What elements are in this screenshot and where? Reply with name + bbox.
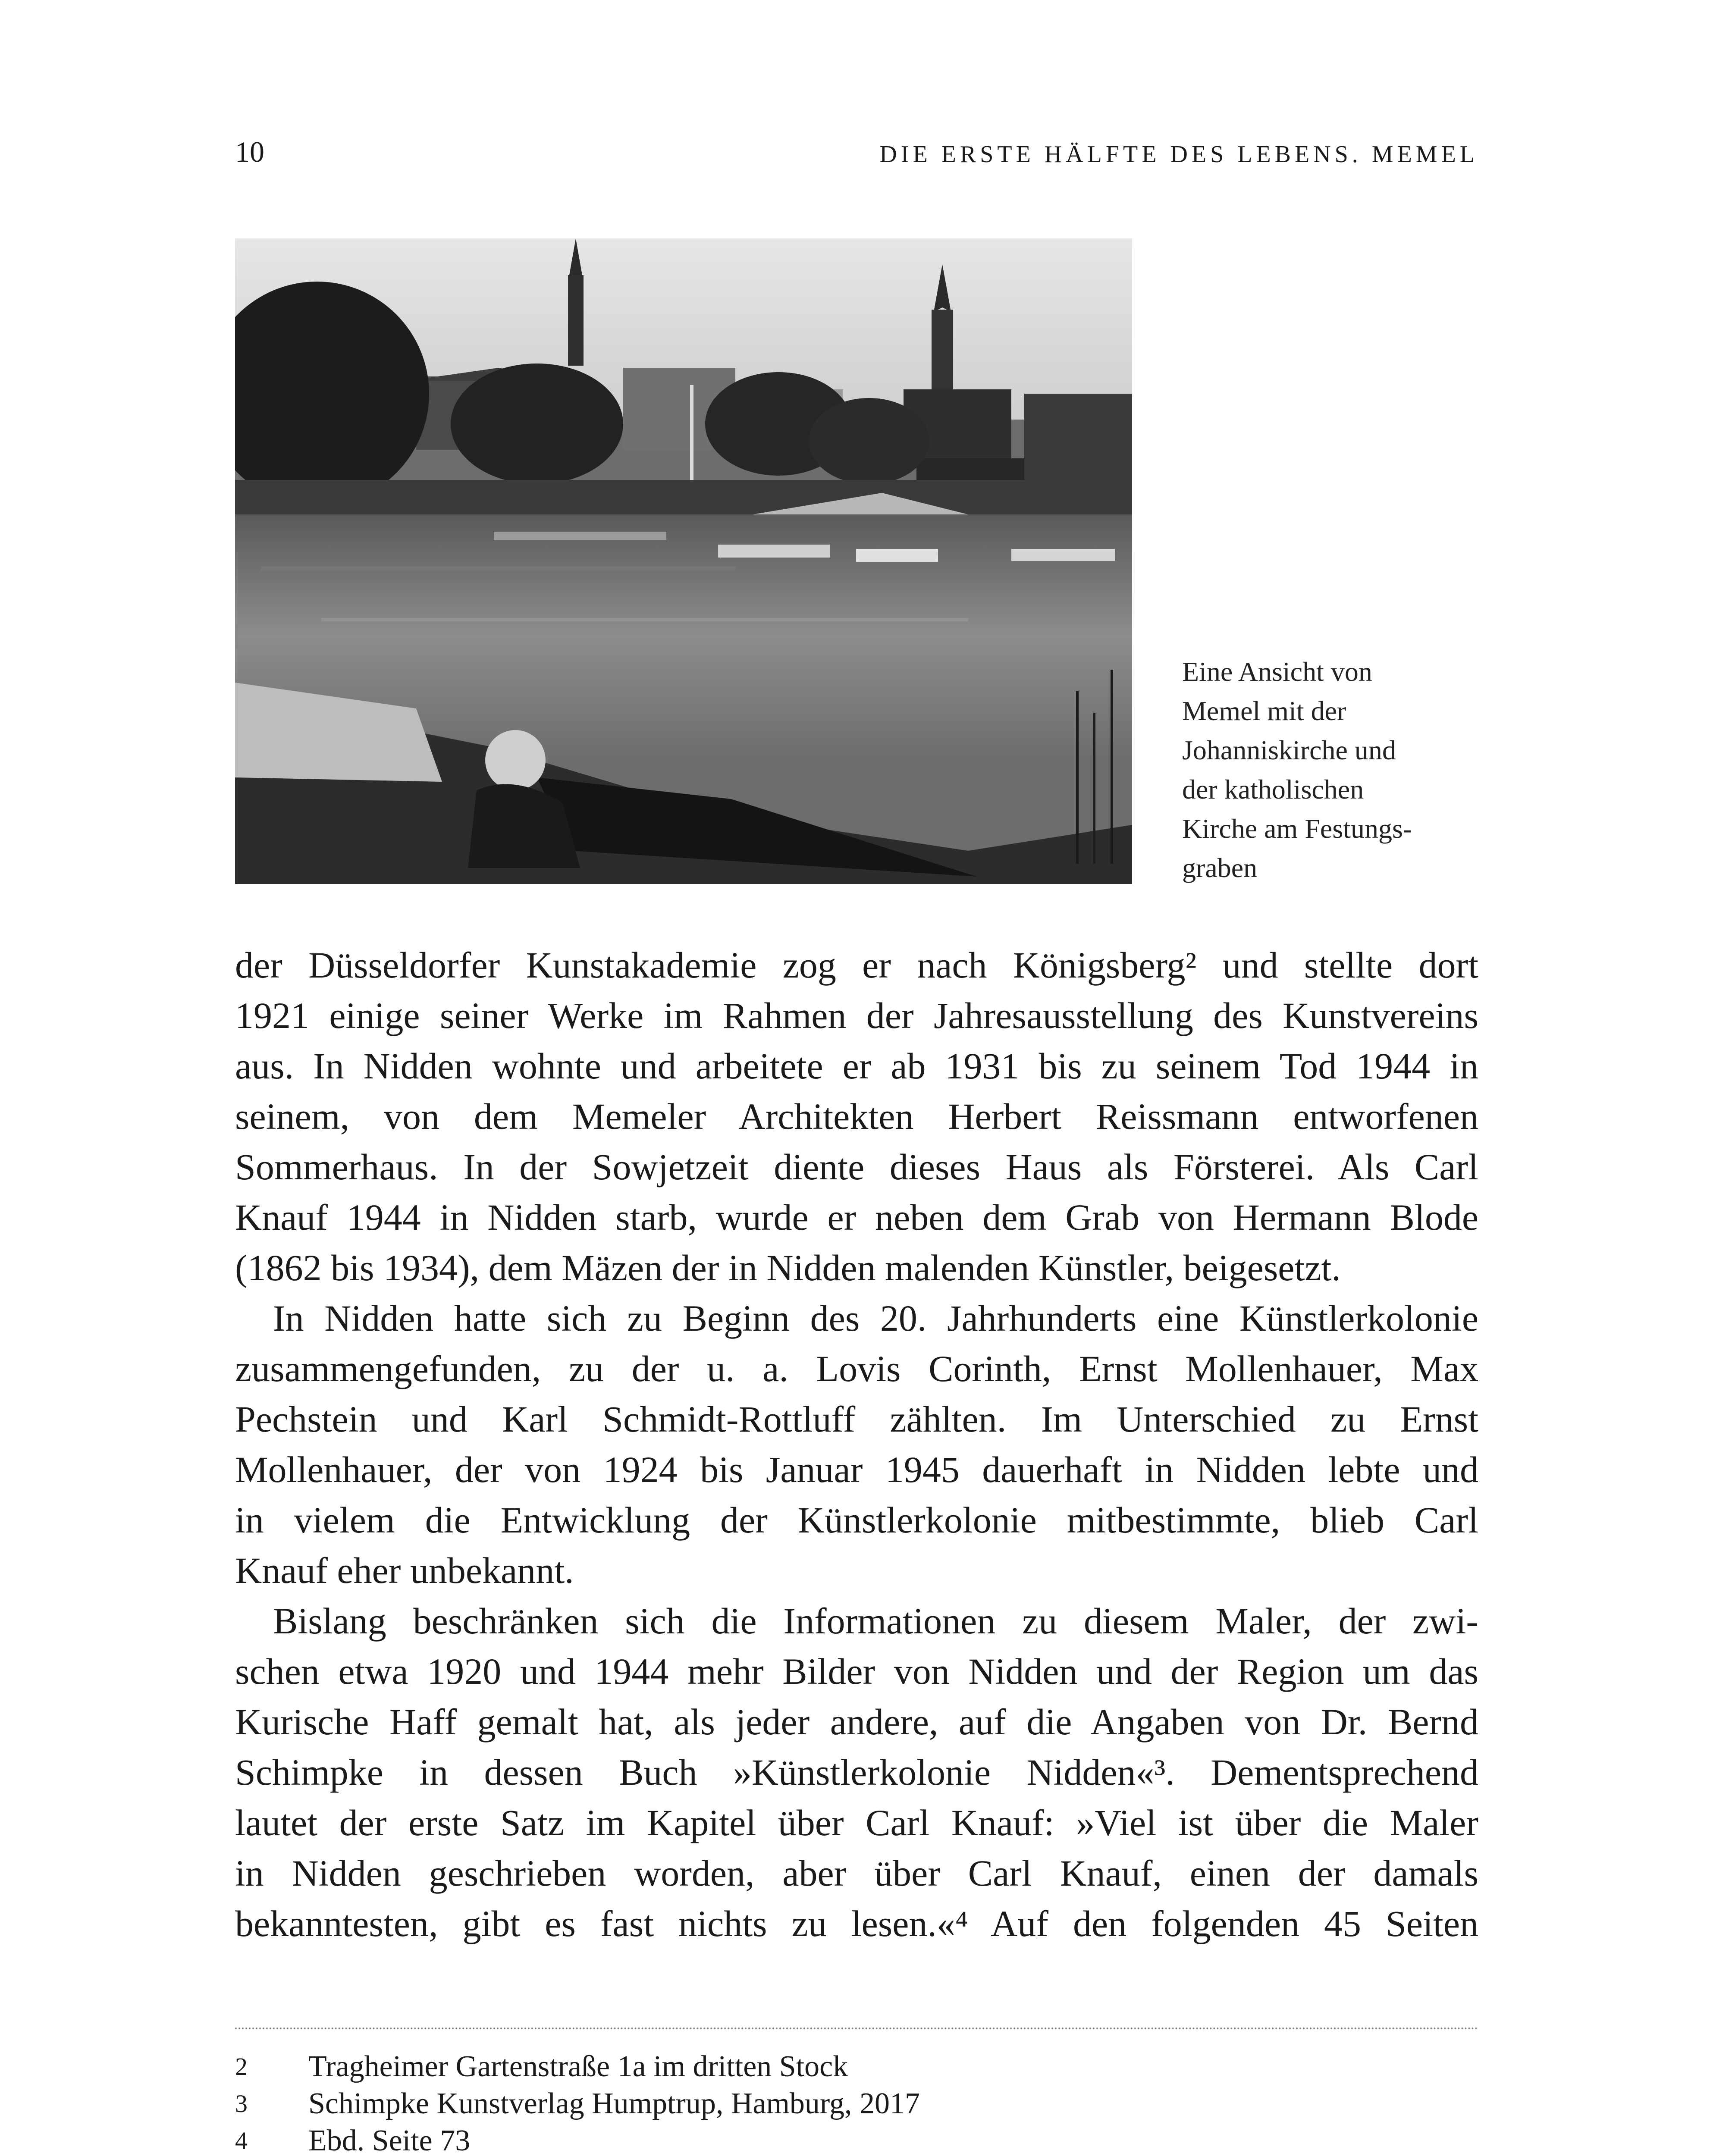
- text-line: schen etwa 1920 und 1944 mehr Bilder von Nidden und der Region um das: [235, 1651, 1478, 1692]
- paragraph: [235, 1293, 1478, 1596]
- text-line: Knauf 1944 in Nidden starb, wurde er neben dem Grab von Hermann Blode: [235, 1197, 1478, 1238]
- footnote-text: Schimpke Kunstverlag Humptrup, Hamburg, 2017: [308, 2087, 920, 2120]
- footnote-number: 3: [235, 2090, 248, 2118]
- footnote: [235, 2048, 1478, 2085]
- caption-line: Johanniskirche und: [1182, 735, 1396, 765]
- footnotes: [235, 2048, 1478, 2156]
- text-line: zusammengefunden, zu der u. a. Lovis Corinth, Ernst Mollenhauer, Max: [235, 1348, 1478, 1389]
- text-line: (1862 bis 1934), dem Mäzen der in Nidden malenden Künstler, beigesetzt.: [235, 1247, 1341, 1288]
- footnote-rule: [235, 2028, 1478, 2029]
- text-line: 1921 einige seiner Werke im Rahmen der Jahresausstellung des Kunstvereins: [235, 995, 1478, 1036]
- caption-line: Kirche am Festungs-: [1182, 813, 1412, 844]
- text-line: bekanntesten, gibt es fast nichts zu lesen.«⁴ Auf den folgenden 45 Seiten: [235, 1903, 1478, 1944]
- running-head: DIE ERSTE HÄLFTE DES LEBENS. MEMEL: [879, 141, 1478, 168]
- text-line: Pechstein und Karl Schmidt-Rottluff zählten. Im Unterschied zu Ernst: [235, 1398, 1478, 1440]
- text-line: Bislang beschränken sich die Informationen zu diesem Maler, der zwi-: [273, 1600, 1478, 1642]
- caption-line: Memel mit der: [1182, 696, 1346, 726]
- photo-memel-view: [235, 238, 1132, 884]
- caption-line: graben: [1182, 852, 1258, 883]
- text-line: der Düsseldorfer Kunstakademie zog er nach Königsberg² und stellte dort: [235, 944, 1478, 986]
- text-line: Mollenhauer, der von 1924 bis Januar 1945 dauerhaft in Nidden lebte und: [235, 1449, 1478, 1490]
- text-line: Sommerhaus. In der Sowjetzeit diente dieses Haus als Försterei. Als Carl: [235, 1146, 1478, 1188]
- body-text: [235, 940, 1478, 1949]
- page-number: 10: [235, 135, 264, 168]
- footnote: [235, 2085, 1478, 2122]
- figure-caption: [1182, 652, 1493, 887]
- paragraph: [235, 940, 1478, 1293]
- paragraph: [235, 1596, 1478, 1949]
- text-line: lautet der erste Satz im Kapitel über Carl Knauf: »Viel ist über die Maler: [235, 1802, 1478, 1843]
- text-line: Schimpke in dessen Buch »Künstlerkolonie Nidden«³. Dementsprechend: [235, 1752, 1478, 1793]
- caption-line: Eine Ansicht von: [1182, 656, 1372, 687]
- footnote: [235, 2122, 1478, 2156]
- text-line: in Nidden geschrieben worden, aber über Carl Knauf, einen der damals: [235, 1852, 1478, 1894]
- text-line: Kurische Haff gemalt hat, als jeder andere, auf die Angaben von Dr. Bernd: [235, 1701, 1478, 1742]
- footnote-text: Tragheimer Gartenstraße 1a im dritten Stock: [308, 2050, 848, 2083]
- footnote-number: 2: [235, 2053, 248, 2081]
- caption-line: der katholischen: [1182, 774, 1364, 805]
- text-line: Knauf eher unbekannt.: [235, 1550, 574, 1591]
- footnote-number: 4: [235, 2127, 248, 2155]
- text-line: In Nidden hatte sich zu Beginn des 20. Jahrhunderts eine Künstlerkolonie: [273, 1297, 1478, 1339]
- text-line: aus. In Nidden wohnte und arbeitete er ab 1931 bis zu seinem Tod 1944 in: [235, 1045, 1478, 1087]
- text-line: seinem, von dem Memeler Architekten Herbert Reissmann entworfenen: [235, 1096, 1478, 1137]
- footnote-text: Ebd. Seite 73: [308, 2124, 471, 2156]
- text-line: in vielem die Entwicklung der Künstlerkolonie mitbestimmte, blieb Carl: [235, 1499, 1478, 1541]
